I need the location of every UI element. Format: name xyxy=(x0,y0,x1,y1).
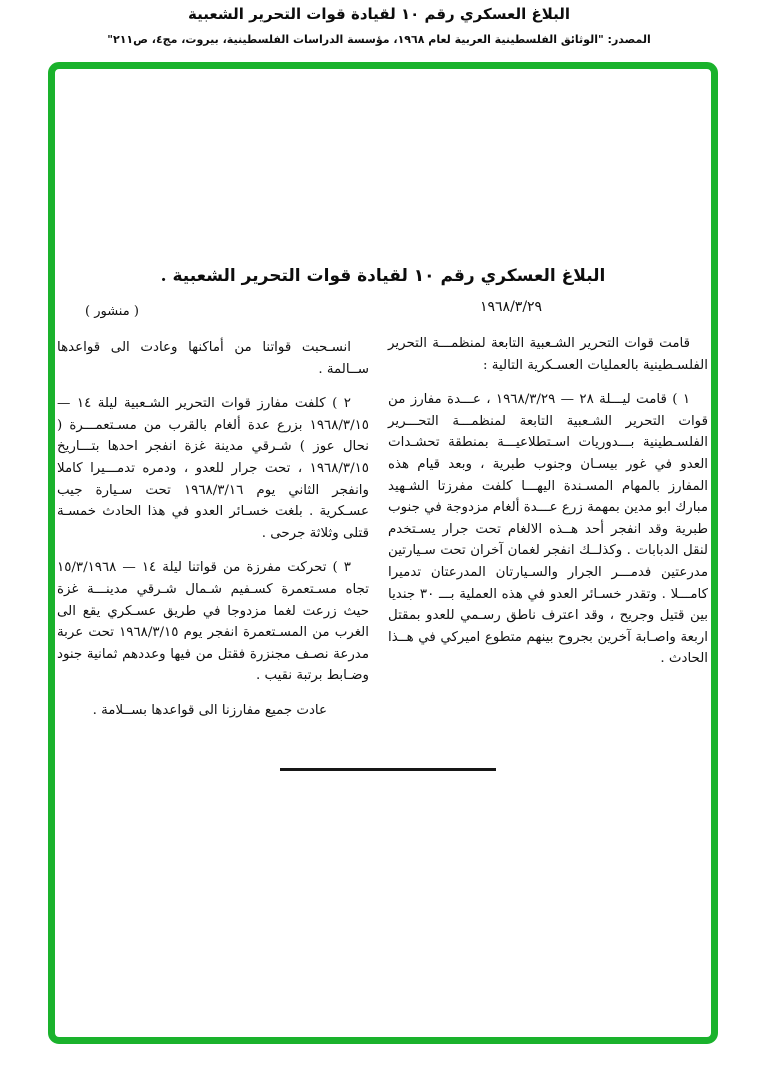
column-right xyxy=(388,333,708,683)
page-header xyxy=(0,5,758,46)
paragraph: ٣ ) تحركت مفرزة من قواتنا ليلة ١٤ — ١٥/٣/١٩٦٨ تجاه مسـتعمرة كسـفيم شـمال شـرقي مدينـــة غزة حيث زرعت لغما مزدوجا في طريق عسـكري يقع الى الغرب من المسـتعمرة انفجر يوم ١٩٦٨/٣/١٥ تحت عربة مدرعة نصـف مجنزرة فقتل من فيها وعددهم ثمانية جنود وضـابط برتبة نقيب . xyxy=(57,560,369,684)
divider-line xyxy=(280,768,496,771)
paragraph: ١ ) قامت ليـــلة ٢٨ — ١٩٦٨/٣/٢٩ ، عـــدة مفارز من قوات التحرير الشـعبية التابعة لمنظمـــة التحـــرير الفلسـطينية بـــدوريات اسـتطلاعيـــة بمنطقة تحشـدات العدو في غور بيسـان وجنوب طبرية ، وبعد قيام هذه المفارز بالمهام المسـندة اليهـــا كلفت مفرزتا الشـهيد مبارك ابو مدين بمهمة زرع عـــدة ألغام مزدوجة في جنوب طبرية وقد انفجر أحد هــذه الالغام تحت جرار يسـتخدم لنقل الدبابات . وكذلــك انفجر لغمان آخران تحت سـيارتين مدرعتين فدمـــر الجرار والسـيارتان المدرعتان تدميرا كامـــلا . وتقدر خسـائر العدو في هذه العملية بـــ ٣٠ جنديا بين قتيل وجريح ، وقد اعترف ناطق رسـمي للعدو بمقتل اربعة واصـابة آخرين بجروح بينهم متطوع اميركي في هــذا الحادث . xyxy=(388,392,708,667)
source-citation: المصدر: "الوثائق الفلسطينية العربية لعام ١٩٦٨، مؤسسة الدراسات الفلسطينية، بيروت، مج٤، ص٢١١" xyxy=(107,33,651,46)
column-left xyxy=(57,337,369,735)
paragraph: ٢ ) كلفت مفارز قوات التحرير الشـعبية ليلة ١٤ — ١٩٦٨/٣/١٥ بزرع عدة ألغام بالقرب من مسـتعمـــرة ( نحال عوز ) شـرقي مدينة غزة انفجر احدها بتـــاريخ ١٩٦٨/٣/١٥ ، تحت جرار للعدو ، ودمره تدمـــيرا كاملا وانفجر الثاني يوم ١٩٦٨/٣/١٦ تحت سـيارة جيب عسـكرية . بلغت خسـائر العدو في هذا الحادث خمسـة قتلى وثلاثة جرحى . xyxy=(57,396,369,541)
paragraph: قامت قوات التحرير الشـعبية التابعة لمنظمـــة التحرير الفلسـطينية بالعمليات العسـكرية التالية : xyxy=(388,336,708,373)
page-title: البلاغ العسكري رقم ١٠ لقيادة قوات التحرير الشعبية xyxy=(188,5,570,23)
document-title: البلاغ العسكري رقم ١٠ لقيادة قوات التحرير الشعبية . xyxy=(160,266,606,286)
document-frame xyxy=(48,62,718,1044)
published-note: ( منشور ) xyxy=(85,304,139,319)
document-date: ١٩٦٨/٣/٢٩ xyxy=(480,299,543,315)
paragraph: عادت جميع مفارزنا الى قواعدها بســلامة . xyxy=(92,702,327,718)
paragraph: انسـحبت قواتنا من أماكنها وعادت الى قواعدها ســالمة . xyxy=(57,340,369,377)
